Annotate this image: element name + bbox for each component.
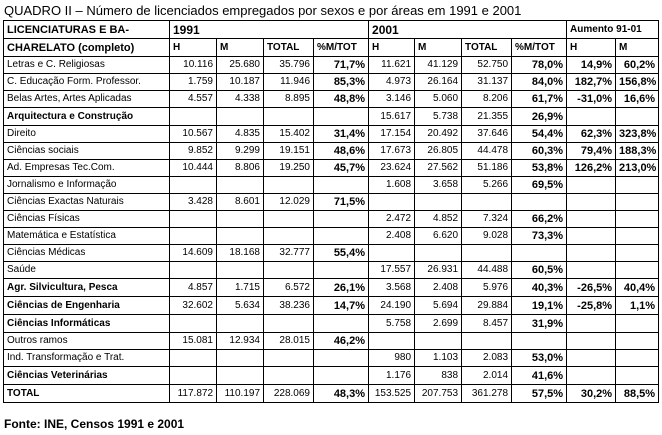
h-2001-cell: 3.146 bbox=[369, 91, 415, 108]
total-2001-cell: 5.976 bbox=[462, 279, 512, 297]
pct-1991-cell bbox=[314, 367, 369, 385]
header-total-1991: TOTAL bbox=[264, 39, 314, 57]
table-row bbox=[4, 262, 659, 279]
h-1991-cell: 10.567 bbox=[170, 126, 217, 143]
increase-m-cell bbox=[616, 108, 659, 126]
pct-2001-cell: 73,3% bbox=[512, 228, 567, 245]
increase-m-cell: 60,2% bbox=[616, 57, 659, 74]
pct-1991-cell: 31,4% bbox=[314, 126, 369, 143]
m-1991-cell: 9.299 bbox=[217, 143, 264, 160]
total-2001-cell: 5.266 bbox=[462, 177, 512, 194]
pct-1991-cell bbox=[314, 228, 369, 245]
total-1991-cell: 19.250 bbox=[264, 160, 314, 177]
table-row bbox=[4, 108, 659, 126]
area-cell: Direito bbox=[4, 126, 170, 143]
m-2001-cell: 5.738 bbox=[415, 108, 462, 126]
m-2001-cell: 41.129 bbox=[415, 57, 462, 74]
pct-1991-cell: 85,3% bbox=[314, 74, 369, 91]
increase-m-cell bbox=[616, 367, 659, 385]
table-row bbox=[4, 245, 659, 262]
m-1991-cell: 12.934 bbox=[217, 333, 264, 350]
m-2001-cell: 27.562 bbox=[415, 160, 462, 177]
increase-m-cell bbox=[616, 245, 659, 262]
increase-h-cell bbox=[567, 245, 616, 262]
total-1991-cell bbox=[264, 367, 314, 385]
m-1991-cell bbox=[217, 177, 264, 194]
increase-h-cell: -26,5% bbox=[567, 279, 616, 297]
h-1991-cell: 10.444 bbox=[170, 160, 217, 177]
m-2001-cell: 3.658 bbox=[415, 177, 462, 194]
pct-1991-cell: 48,3% bbox=[314, 385, 369, 403]
table-row bbox=[4, 211, 659, 228]
pct-1991-cell bbox=[314, 108, 369, 126]
area-cell: Ciências sociais bbox=[4, 143, 170, 160]
increase-m-cell: 156,8% bbox=[616, 74, 659, 91]
total-2001-cell: 8.457 bbox=[462, 315, 512, 333]
total-2001-cell: 51.186 bbox=[462, 160, 512, 177]
pct-2001-cell bbox=[512, 333, 567, 350]
total-2001-cell: 21.355 bbox=[462, 108, 512, 126]
table-row bbox=[4, 143, 659, 160]
total-2001-cell: 2.083 bbox=[462, 350, 512, 367]
pct-1991-cell: 71,7% bbox=[314, 57, 369, 74]
pct-2001-cell: 40,3% bbox=[512, 279, 567, 297]
pct-2001-cell: 61,7% bbox=[512, 91, 567, 108]
m-2001-cell: 1.103 bbox=[415, 350, 462, 367]
pct-1991-cell bbox=[314, 262, 369, 279]
header-area-line2: CHARELATO (completo) bbox=[4, 39, 170, 57]
m-1991-cell: 8.806 bbox=[217, 160, 264, 177]
h-2001-cell: 15.617 bbox=[369, 108, 415, 126]
m-1991-cell: 10.187 bbox=[217, 74, 264, 91]
increase-m-cell: 88,5% bbox=[616, 385, 659, 403]
m-2001-cell: 2.408 bbox=[415, 279, 462, 297]
table-row bbox=[4, 315, 659, 333]
h-1991-cell: 9.852 bbox=[170, 143, 217, 160]
total-1991-cell bbox=[264, 262, 314, 279]
area-cell: Ciências Médicas bbox=[4, 245, 170, 262]
h-2001-cell: 17.154 bbox=[369, 126, 415, 143]
area-cell: Ciências Físicas bbox=[4, 211, 170, 228]
increase-h-cell bbox=[567, 262, 616, 279]
total-1991-cell: 8.895 bbox=[264, 91, 314, 108]
table-row bbox=[4, 367, 659, 385]
h-2001-cell: 17.557 bbox=[369, 262, 415, 279]
header-m-2001: M bbox=[415, 39, 462, 57]
table-row bbox=[4, 91, 659, 108]
increase-h-cell: 14,9% bbox=[567, 57, 616, 74]
h-2001-cell: 3.568 bbox=[369, 279, 415, 297]
m-1991-cell bbox=[217, 367, 264, 385]
increase-h-cell bbox=[567, 333, 616, 350]
h-1991-cell bbox=[170, 211, 217, 228]
increase-h-cell bbox=[567, 228, 616, 245]
h-1991-cell bbox=[170, 315, 217, 333]
total-1991-cell bbox=[264, 177, 314, 194]
h-1991-cell bbox=[170, 262, 217, 279]
increase-m-cell bbox=[616, 350, 659, 367]
pct-1991-cell: 55,4% bbox=[314, 245, 369, 262]
total-1991-cell: 15.402 bbox=[264, 126, 314, 143]
area-cell: Belas Artes, Artes Aplicadas bbox=[4, 91, 170, 108]
area-cell: Saúde bbox=[4, 262, 170, 279]
h-2001-cell bbox=[369, 333, 415, 350]
total-1991-cell: 228.069 bbox=[264, 385, 314, 403]
total-1991-cell bbox=[264, 228, 314, 245]
h-2001-cell: 2.408 bbox=[369, 228, 415, 245]
m-1991-cell bbox=[217, 211, 264, 228]
m-2001-cell: 6.620 bbox=[415, 228, 462, 245]
m-2001-cell: 838 bbox=[415, 367, 462, 385]
pct-2001-cell: 78,0% bbox=[512, 57, 567, 74]
total-1991-cell: 38.236 bbox=[264, 297, 314, 315]
m-2001-cell bbox=[415, 194, 462, 211]
table-row bbox=[4, 297, 659, 315]
pct-1991-cell: 14,7% bbox=[314, 297, 369, 315]
total-2001-cell: 2.014 bbox=[462, 367, 512, 385]
source-note: Fonte: INE, Censos 1991 e 2001 bbox=[4, 417, 185, 431]
m-2001-cell: 5.060 bbox=[415, 91, 462, 108]
total-1991-cell bbox=[264, 108, 314, 126]
increase-h-cell bbox=[567, 177, 616, 194]
increase-h-cell bbox=[567, 315, 616, 333]
pct-2001-cell: 53,8% bbox=[512, 160, 567, 177]
pct-1991-cell bbox=[314, 350, 369, 367]
increase-h-cell: 30,2% bbox=[567, 385, 616, 403]
total-1991-cell: 19.151 bbox=[264, 143, 314, 160]
area-cell: Arquitectura e Construção bbox=[4, 108, 170, 126]
total-1991-cell bbox=[264, 315, 314, 333]
increase-m-cell bbox=[616, 333, 659, 350]
total-2001-cell: 52.750 bbox=[462, 57, 512, 74]
m-2001-cell: 20.492 bbox=[415, 126, 462, 143]
increase-m-cell bbox=[616, 262, 659, 279]
area-cell: Outros ramos bbox=[4, 333, 170, 350]
m-2001-cell: 4.852 bbox=[415, 211, 462, 228]
h-1991-cell: 14.609 bbox=[170, 245, 217, 262]
h-2001-cell: 4.973 bbox=[369, 74, 415, 91]
pct-2001-cell: 54,4% bbox=[512, 126, 567, 143]
table-row bbox=[4, 57, 659, 74]
increase-h-cell: 62,3% bbox=[567, 126, 616, 143]
increase-h-cell bbox=[567, 108, 616, 126]
pct-2001-cell: 60,5% bbox=[512, 262, 567, 279]
total-1991-cell: 12.029 bbox=[264, 194, 314, 211]
h-2001-cell: 2.472 bbox=[369, 211, 415, 228]
h-2001-cell: 24.190 bbox=[369, 297, 415, 315]
m-2001-cell: 26.931 bbox=[415, 262, 462, 279]
h-2001-cell: 11.621 bbox=[369, 57, 415, 74]
header-m-1991: M bbox=[217, 39, 264, 57]
h-2001-cell: 17.673 bbox=[369, 143, 415, 160]
total-2001-cell: 29.884 bbox=[462, 297, 512, 315]
header-m-increase: M bbox=[616, 39, 659, 57]
total-1991-cell: 32.777 bbox=[264, 245, 314, 262]
total-2001-cell: 44.488 bbox=[462, 262, 512, 279]
increase-h-cell: -31,0% bbox=[567, 91, 616, 108]
area-cell: C. Educação Form. Professor. bbox=[4, 74, 170, 91]
header-h-increase: H bbox=[567, 39, 616, 57]
header-row-years bbox=[4, 21, 659, 39]
data-table bbox=[3, 20, 659, 403]
table-title: QUADRO II – Número de licenciados empregados por sexos e por áreas em 1991 e 2001 bbox=[4, 3, 522, 18]
h-2001-cell: 153.525 bbox=[369, 385, 415, 403]
m-1991-cell: 4.338 bbox=[217, 91, 264, 108]
area-cell: Ciências de Engenharia bbox=[4, 297, 170, 315]
increase-m-cell: 188,3% bbox=[616, 143, 659, 160]
pct-2001-cell: 31,9% bbox=[512, 315, 567, 333]
m-2001-cell: 26.164 bbox=[415, 74, 462, 91]
m-2001-cell: 5.694 bbox=[415, 297, 462, 315]
total-2001-cell: 31.137 bbox=[462, 74, 512, 91]
area-cell: Ciências Informáticas bbox=[4, 315, 170, 333]
total-1991-cell bbox=[264, 350, 314, 367]
pct-1991-cell: 48,8% bbox=[314, 91, 369, 108]
increase-m-cell: 40,4% bbox=[616, 279, 659, 297]
increase-m-cell bbox=[616, 211, 659, 228]
total-2001-cell bbox=[462, 194, 512, 211]
h-1991-cell: 4.857 bbox=[170, 279, 217, 297]
area-cell: Jornalismo e Informação bbox=[4, 177, 170, 194]
header-pct-1991: %M/TOT bbox=[314, 39, 369, 57]
pct-1991-cell: 46,2% bbox=[314, 333, 369, 350]
h-1991-cell: 117.872 bbox=[170, 385, 217, 403]
increase-h-cell bbox=[567, 367, 616, 385]
m-2001-cell bbox=[415, 245, 462, 262]
table-row bbox=[4, 160, 659, 177]
header-row-columns bbox=[4, 39, 659, 57]
header-h-2001: H bbox=[369, 39, 415, 57]
header-pct-2001: %M/TOT bbox=[512, 39, 567, 57]
h-1991-cell bbox=[170, 367, 217, 385]
table-row bbox=[4, 385, 659, 403]
table-row bbox=[4, 279, 659, 297]
m-1991-cell: 5.634 bbox=[217, 297, 264, 315]
h-1991-cell: 3.428 bbox=[170, 194, 217, 211]
h-1991-cell bbox=[170, 350, 217, 367]
increase-h-cell: -25,8% bbox=[567, 297, 616, 315]
area-cell: Ad. Empresas Tec.Com. bbox=[4, 160, 170, 177]
area-cell: Ciências Exactas Naturais bbox=[4, 194, 170, 211]
increase-h-cell: 126,2% bbox=[567, 160, 616, 177]
pct-1991-cell: 48,6% bbox=[314, 143, 369, 160]
m-1991-cell: 110.197 bbox=[217, 385, 264, 403]
m-1991-cell: 1.715 bbox=[217, 279, 264, 297]
h-1991-cell: 4.557 bbox=[170, 91, 217, 108]
m-1991-cell bbox=[217, 350, 264, 367]
table-row bbox=[4, 177, 659, 194]
m-1991-cell bbox=[217, 315, 264, 333]
h-2001-cell: 5.758 bbox=[369, 315, 415, 333]
m-1991-cell bbox=[217, 228, 264, 245]
area-cell: Letras e C. Religiosas bbox=[4, 57, 170, 74]
m-1991-cell bbox=[217, 262, 264, 279]
increase-h-cell: 79,4% bbox=[567, 143, 616, 160]
h-1991-cell: 15.081 bbox=[170, 333, 217, 350]
table-row bbox=[4, 333, 659, 350]
total-2001-cell bbox=[462, 333, 512, 350]
pct-2001-cell: 41,6% bbox=[512, 367, 567, 385]
total-2001-cell: 7.324 bbox=[462, 211, 512, 228]
table-row bbox=[4, 350, 659, 367]
increase-h-cell bbox=[567, 211, 616, 228]
pct-2001-cell: 26,9% bbox=[512, 108, 567, 126]
area-cell: Matemática e Estatística bbox=[4, 228, 170, 245]
header-total-2001: TOTAL bbox=[462, 39, 512, 57]
total-2001-cell: 37.646 bbox=[462, 126, 512, 143]
increase-m-cell bbox=[616, 194, 659, 211]
area-cell: Ind. Transformação e Trat. bbox=[4, 350, 170, 367]
pct-2001-cell: 69,5% bbox=[512, 177, 567, 194]
pct-2001-cell bbox=[512, 245, 567, 262]
increase-m-cell: 16,6% bbox=[616, 91, 659, 108]
h-1991-cell bbox=[170, 108, 217, 126]
increase-m-cell bbox=[616, 315, 659, 333]
table-row bbox=[4, 194, 659, 211]
header-year-2001: 2001 bbox=[369, 21, 567, 39]
header-area-line1: LICENCIATURAS E BA- bbox=[4, 21, 170, 39]
pct-2001-cell: 60,3% bbox=[512, 143, 567, 160]
total-1991-cell bbox=[264, 211, 314, 228]
pct-2001-cell: 53,0% bbox=[512, 350, 567, 367]
m-2001-cell: 26.805 bbox=[415, 143, 462, 160]
pct-1991-cell: 26,1% bbox=[314, 279, 369, 297]
increase-h-cell bbox=[567, 194, 616, 211]
h-1991-cell: 32.602 bbox=[170, 297, 217, 315]
total-1991-cell: 11.946 bbox=[264, 74, 314, 91]
pct-1991-cell bbox=[314, 211, 369, 228]
m-1991-cell bbox=[217, 108, 264, 126]
total-2001-cell: 9.028 bbox=[462, 228, 512, 245]
table-row bbox=[4, 74, 659, 91]
area-cell: Ciências Veterinárias bbox=[4, 367, 170, 385]
pct-1991-cell bbox=[314, 315, 369, 333]
h-2001-cell: 23.624 bbox=[369, 160, 415, 177]
pct-1991-cell bbox=[314, 177, 369, 194]
header-year-1991: 1991 bbox=[170, 21, 369, 39]
pct-2001-cell: 84,0% bbox=[512, 74, 567, 91]
h-1991-cell: 1.759 bbox=[170, 74, 217, 91]
increase-m-cell bbox=[616, 177, 659, 194]
total-1991-cell: 6.572 bbox=[264, 279, 314, 297]
h-2001-cell bbox=[369, 194, 415, 211]
area-cell: Agr. Silvicultura, Pesca bbox=[4, 279, 170, 297]
m-1991-cell: 18.168 bbox=[217, 245, 264, 262]
pct-2001-cell: 66,2% bbox=[512, 211, 567, 228]
h-2001-cell: 980 bbox=[369, 350, 415, 367]
total-2001-cell bbox=[462, 245, 512, 262]
h-1991-cell bbox=[170, 177, 217, 194]
m-1991-cell: 4.835 bbox=[217, 126, 264, 143]
total-1991-cell: 35.796 bbox=[264, 57, 314, 74]
increase-h-cell: 182,7% bbox=[567, 74, 616, 91]
h-2001-cell: 1.608 bbox=[369, 177, 415, 194]
increase-m-cell: 213,0% bbox=[616, 160, 659, 177]
pct-2001-cell: 57,5% bbox=[512, 385, 567, 403]
h-2001-cell: 1.176 bbox=[369, 367, 415, 385]
total-2001-cell: 361.278 bbox=[462, 385, 512, 403]
pct-2001-cell bbox=[512, 194, 567, 211]
increase-h-cell bbox=[567, 350, 616, 367]
header-h-1991: H bbox=[170, 39, 217, 57]
total-2001-cell: 44.478 bbox=[462, 143, 512, 160]
m-2001-cell: 2.699 bbox=[415, 315, 462, 333]
total-1991-cell: 28.015 bbox=[264, 333, 314, 350]
increase-m-cell: 1,1% bbox=[616, 297, 659, 315]
table-row bbox=[4, 228, 659, 245]
increase-m-cell bbox=[616, 228, 659, 245]
pct-1991-cell: 45,7% bbox=[314, 160, 369, 177]
h-1991-cell bbox=[170, 228, 217, 245]
increase-m-cell: 323,8% bbox=[616, 126, 659, 143]
h-2001-cell bbox=[369, 245, 415, 262]
h-1991-cell: 10.116 bbox=[170, 57, 217, 74]
table-body bbox=[4, 21, 659, 403]
m-2001-cell: 207.753 bbox=[415, 385, 462, 403]
table-row bbox=[4, 126, 659, 143]
pct-1991-cell: 71,5% bbox=[314, 194, 369, 211]
m-1991-cell: 8.601 bbox=[217, 194, 264, 211]
area-cell: TOTAL bbox=[4, 385, 170, 403]
total-2001-cell: 8.206 bbox=[462, 91, 512, 108]
header-increase: Aumento 91-01 bbox=[567, 21, 659, 39]
m-2001-cell bbox=[415, 333, 462, 350]
m-1991-cell: 25.680 bbox=[217, 57, 264, 74]
pct-2001-cell: 19,1% bbox=[512, 297, 567, 315]
